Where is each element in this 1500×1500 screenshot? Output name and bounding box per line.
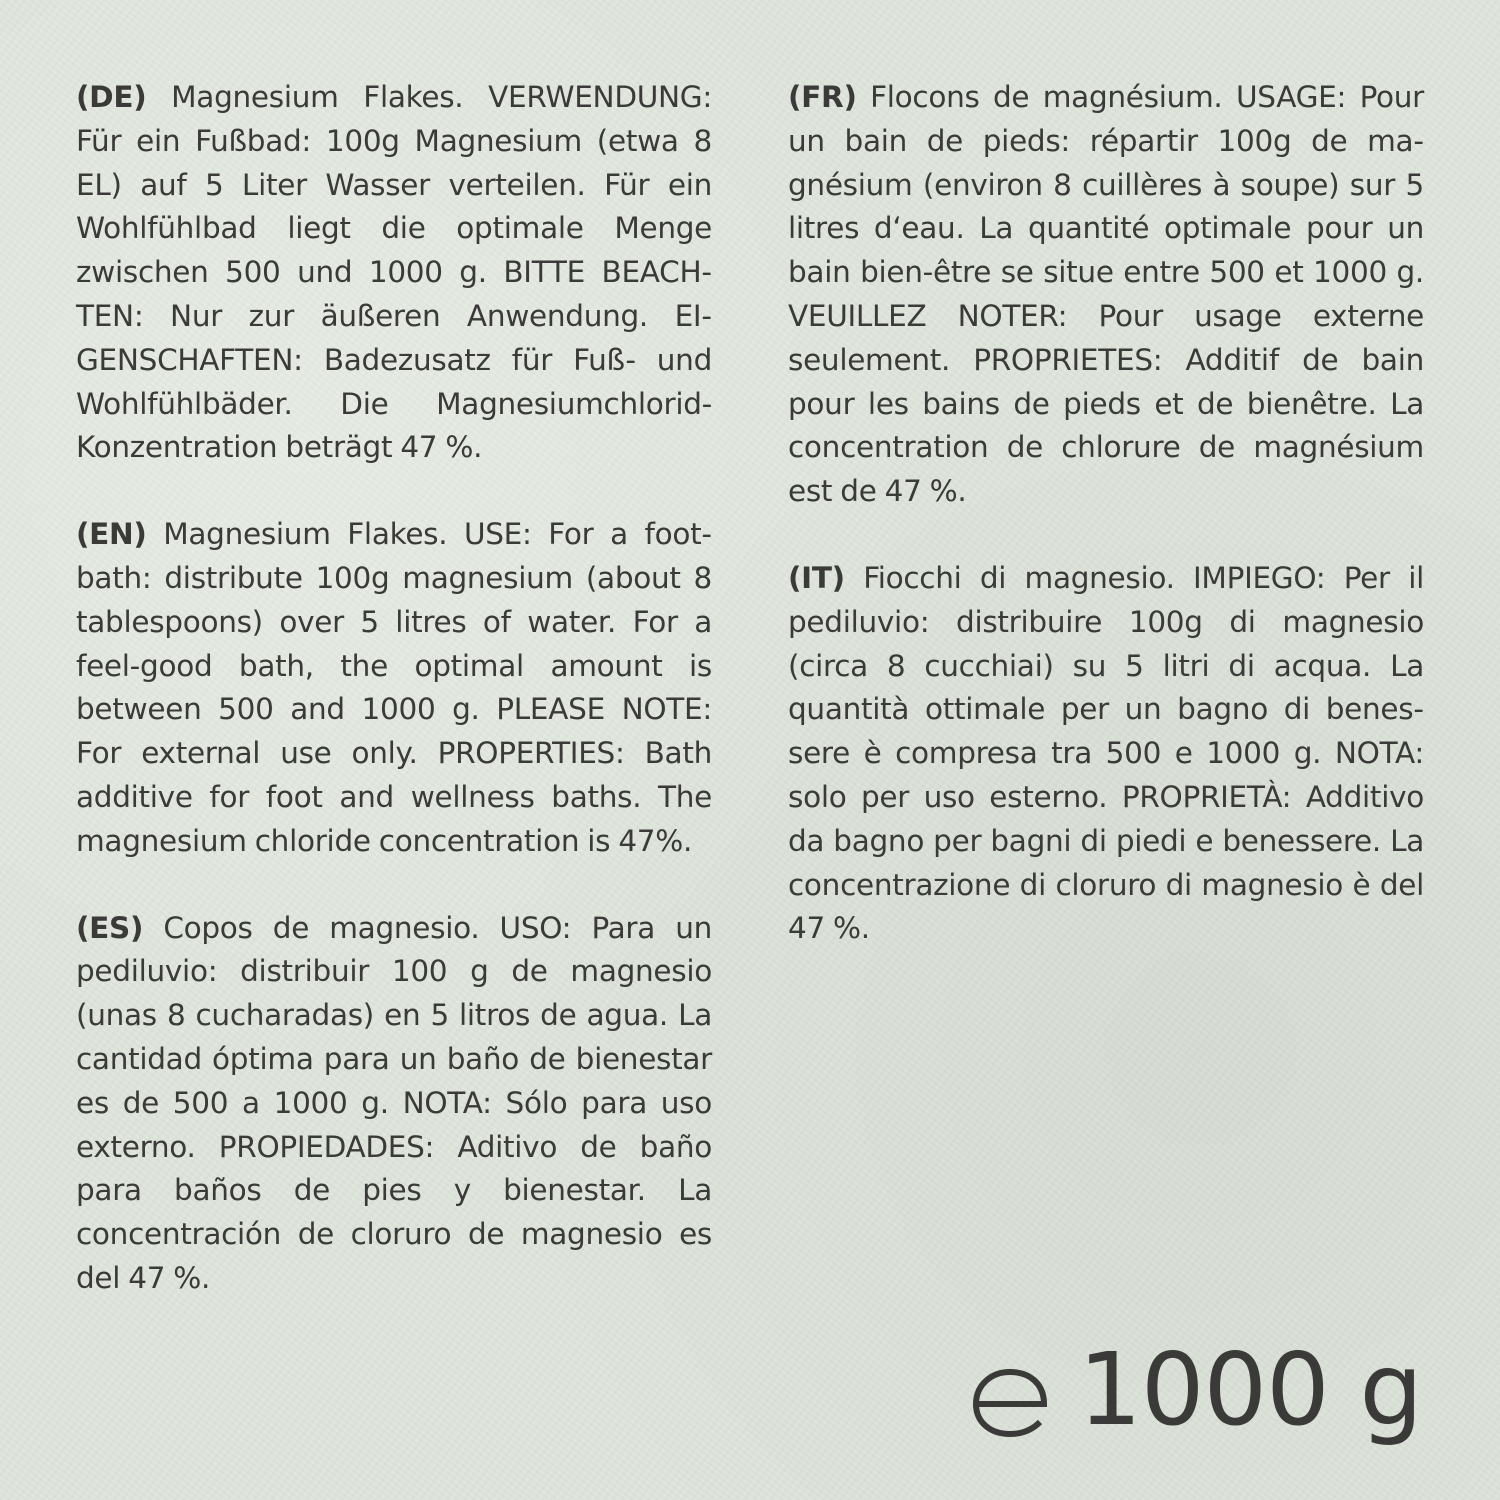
section-it-text: Fiocchi di magnesio. IMPIEGO: Per il pediluvio: distribuire 100g di magnesio (circa 8 cucchiai) su 5 litri di acqua. La quantità ottimale per un bagno di benessere è compresa tra 500 e 1000 g. NOTA: solo per uso esterno. PROPRIETÀ: Additivo da bagno per bagni di piedi e benessere. La concentrazione di cloruro di magnesio è del 47 %. [788, 560, 1424, 946]
section-de-code: (DE) [76, 80, 147, 114]
section-en-text: Magnesium Flakes. USE: For a footbath: distribute 100g magnesium (about 8 tablespoons) over 5 litres of water. For a feel-good bath, the optimal amount is between 500 and 1000 g. PLEASE NOTE: For external use only. PROPERTIES: Bath additive for foot and wellness baths. The magnesium chloride concentration is 47%. [76, 517, 712, 858]
section-fr [788, 76, 1424, 514]
section-es-code: (ES) [76, 910, 144, 945]
estimated-e-mark-icon [970, 1366, 1050, 1440]
section-en [76, 513, 712, 863]
section-fr-code: (FR) [788, 80, 857, 114]
section-it-code: (IT) [788, 560, 845, 595]
section-es-text: Copos de magnesio. USO: Para un pediluvio: distribuir 100 g de magnesio (unas 8 cucharadas) en 5 litros de agua. La cantidad óptima para un baño de bienestar es de 500 a 1000 g. NOTA: Sólo para uso externo. PROPIEDADES: Aditivo de baño para baños de pies y bienestar. La concentración de cloruro de magnesio es del 47 %. [76, 910, 712, 1295]
section-de-text: Magnesium Flakes. VERWENDUNG: Für ein Fußbad: 100g Magnesium (etwa 8 EL) auf 5 Liter Wasser verteilen. Für ein Wohlfühlbad liegt die optimale Menge zwischen 500 und 1000 g. BITTE BEACHTEN: Nur zur äußeren Anwendung. EIGENSCHAFTEN: Badezusatz für Fuß- und Wohlfühlbäder. Die Magnesiumchlorid-Konzentration beträgt 47 %. [76, 80, 712, 465]
section-it [788, 557, 1424, 951]
section-es [76, 907, 712, 1301]
left-column [76, 76, 712, 1344]
net-weight: 1000 g [1078, 1331, 1422, 1448]
section-fr-text: Flocons de magnésium. USAGE: Pour un bain de pieds: répartir 100g de magnésium (environ 8 cuillères à soupe) sur 5 litres d‘eau. La quantité optimale pour un bain bien-être se situe entre 500 et 1000 g. VEUILLEZ NOTER: Pour usage externe seulement. PROPRIETES: Additif de bain pour les bains de pieds et de bienêtre. La concentration de chlorure de magnésium est de 47 %. [788, 80, 1424, 509]
right-column [788, 76, 1424, 994]
net-weight-mark [970, 1331, 1422, 1448]
section-de [76, 76, 712, 470]
section-en-code: (EN) [76, 517, 147, 552]
